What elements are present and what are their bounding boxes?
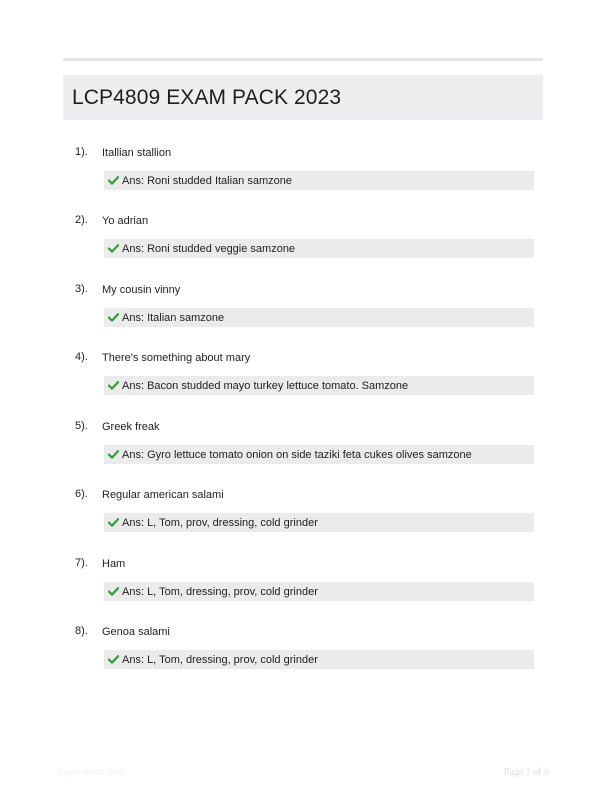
question-number: 2). [75, 214, 88, 226]
check-icon [107, 654, 119, 666]
answer-box [104, 171, 534, 190]
question-number: 7). [75, 557, 88, 569]
answer-text: Ans: Italian samzone [122, 311, 225, 324]
answer-box [104, 513, 534, 532]
question-number: 6). [75, 488, 88, 500]
question-number: 3). [75, 283, 88, 295]
question-item-2 [0, 213, 606, 273]
answer-box [104, 376, 534, 395]
question-item-1 [0, 145, 606, 205]
question-text: Greek freak [102, 421, 160, 433]
top-divider [63, 58, 543, 61]
page-number: Page 1 of 6 [503, 767, 549, 778]
title-bar [63, 75, 543, 120]
question-text: My cousin vinny [102, 284, 181, 296]
answer-text: Ans: L, Tom, dressing, prov, cold grinder [122, 585, 318, 598]
check-icon [107, 380, 119, 392]
question-text: Ham [102, 558, 126, 570]
footer-watermark: Papersbuzz.com [58, 767, 126, 777]
question-text: Yo adrian [102, 215, 149, 227]
question-number: 8). [75, 625, 88, 637]
answer-text: Ans: Gyro lettuce tomato onion on side taziki feta cukes olives samzone [122, 448, 472, 461]
question-number: 1). [75, 146, 88, 158]
answer-text: Ans: Bacon studded mayo turkey lettuce tomato. Samzone [122, 379, 409, 392]
check-icon [107, 517, 119, 529]
answer-text: Ans: L, Tom, prov, dressing, cold grinder [122, 516, 318, 529]
check-icon [107, 175, 119, 187]
question-item-4 [0, 350, 606, 410]
question-number: 5). [75, 420, 88, 432]
check-icon [107, 586, 119, 598]
question-text: Itallian stallion [102, 147, 172, 159]
question-text: Genoa salami [102, 626, 170, 638]
check-icon [107, 449, 119, 461]
check-icon [107, 312, 119, 324]
check-icon [107, 243, 119, 255]
question-item-6 [0, 487, 606, 547]
answer-box [104, 650, 534, 669]
answer-box [104, 582, 534, 601]
question-item-7 [0, 556, 606, 616]
answer-text: Ans: Roni studded veggie samzone [122, 242, 296, 255]
answer-text: Ans: Roni studded Italian samzone [122, 174, 292, 187]
question-text: There's something about mary [102, 352, 251, 364]
answer-box [104, 239, 534, 258]
answer-box [104, 445, 534, 464]
question-number: 4). [75, 351, 88, 363]
page-title: LCP4809 EXAM PACK 2023 [72, 85, 342, 109]
question-item-8 [0, 624, 606, 684]
answer-box [104, 308, 534, 327]
question-text: Regular american salami [102, 489, 224, 501]
question-item-5 [0, 419, 606, 479]
question-item-3 [0, 282, 606, 342]
answer-text: Ans: L, Tom, dressing, prov, cold grinder [122, 653, 318, 666]
